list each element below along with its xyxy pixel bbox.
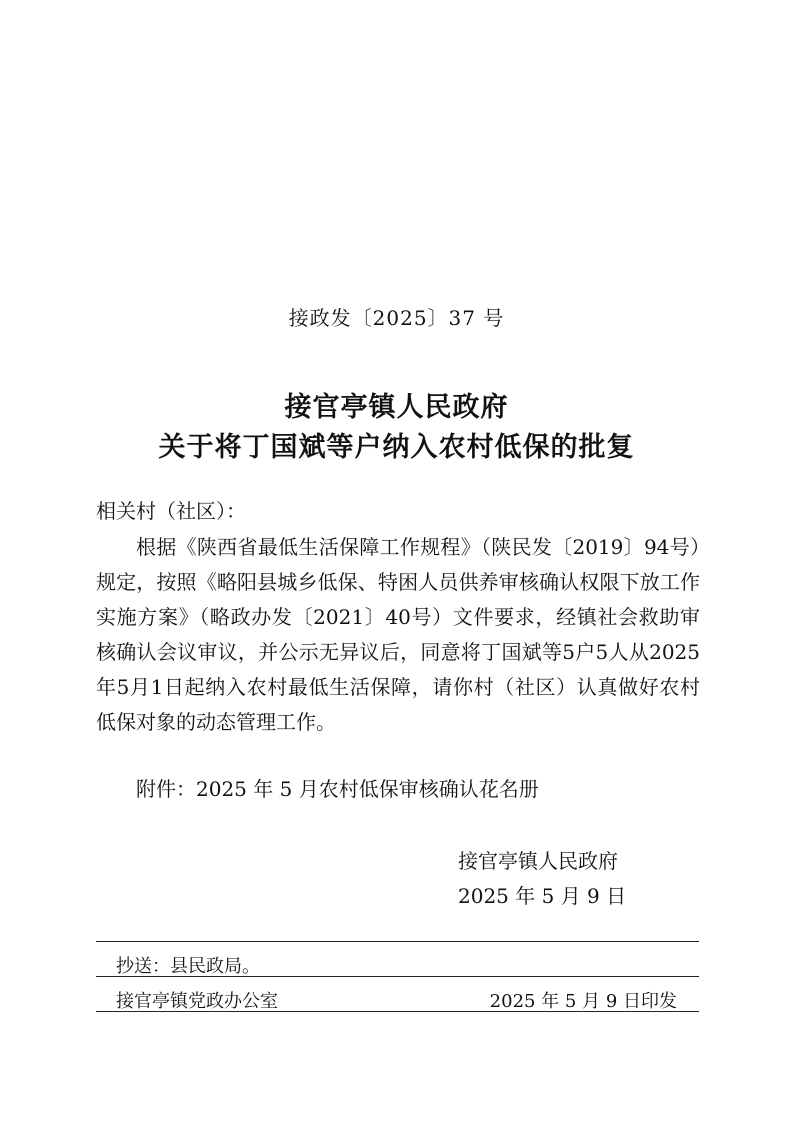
document-title-line-1: 接官亭镇人民政府: [284, 392, 509, 423]
footer-rule-bottom: [96, 1011, 699, 1012]
issuing-office: 接官亭镇党政办公室: [116, 991, 278, 1012]
attachment-line: 附件：2025 年 5 月农村低保审核确认花名册: [136, 777, 539, 801]
document-number: 接政发〔2025〕37 号: [288, 306, 505, 330]
footer-rule-middle: [96, 976, 699, 977]
print-date: 2025 年 5 月 9 日印发: [489, 991, 677, 1012]
salutation: 相关村（社区）：: [96, 499, 246, 523]
footer-rule-top: [96, 941, 699, 942]
signature-date: 2025 年 5 月 9 日: [458, 884, 627, 908]
cc-line: 抄送：县民政局。: [116, 956, 260, 977]
signature-organization: 接官亭镇人民政府: [458, 849, 618, 873]
document-title-line-2: 关于将丁国斌等户纳入农村低保的批复: [158, 432, 635, 463]
body-paragraph: 根据《陕西省最低生活保障工作规程》（陕民发〔2019〕94号）规定，按照《略阳县城乡低保、特困人员供养审核确认权限下放工作实施方案》（略政办发〔2021〕40号）文件要求，经镇社会救助审核确认会议审议，并公示无异议后，同意将丁国斌等5户5人从2025年5月1日起纳入农村最低生活保障，请你村（社区）认真做好农村低保对象的动态管理工作。: [96, 535, 700, 734]
